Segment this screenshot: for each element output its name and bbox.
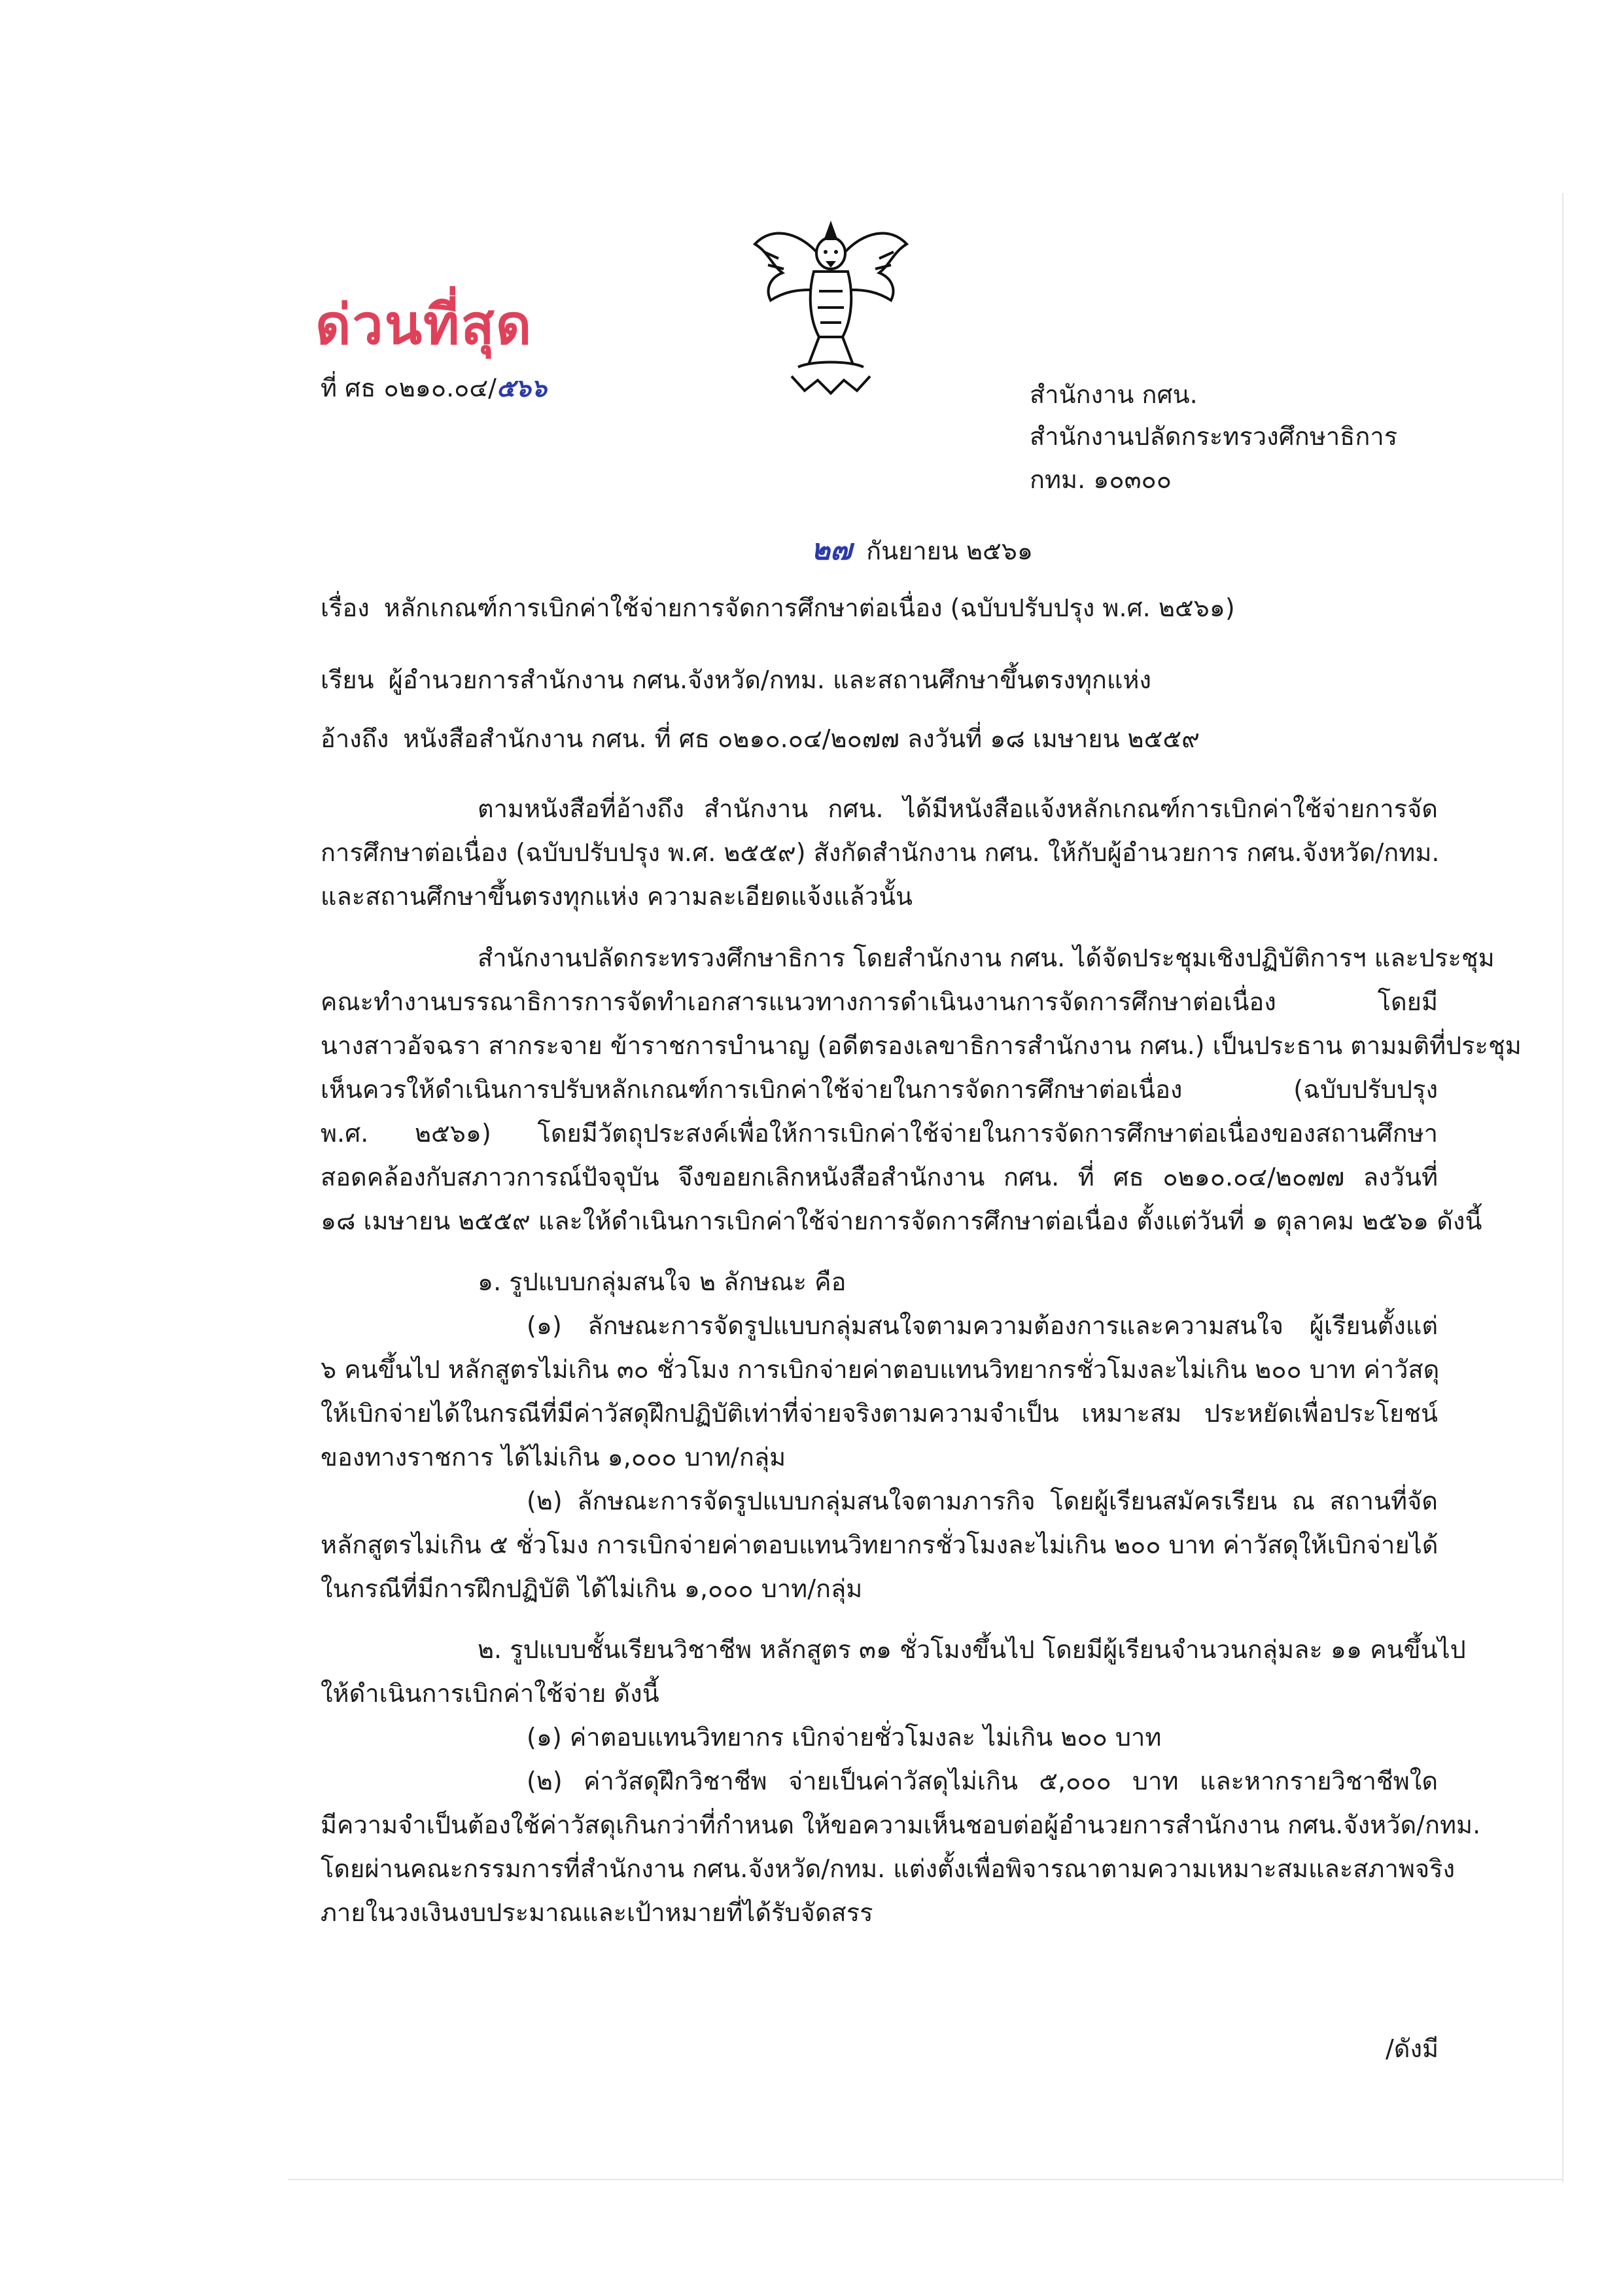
body-line: (๑) ลักษณะการจัดรูปแบบกลุ่มสนใจตามความต้องการและความสนใจ ผู้เรียนตั้งแต่ [527,1311,1438,1340]
body-line: มีความจำเป็นต้องใช้ค่าวัสดุเกินกว่าที่กำหนด ให้ขอความเห็นชอบต่อผู้อำนวยการสำนักงาน กศน.จังหวัด/กทม. [321,1810,1481,1839]
reference-line [321,718,1200,758]
recipient-line [321,660,1151,699]
reference-text: หนังสือสำนักงาน กศน. ที่ ศธ ๐๒๑๐.๐๔/๒๐๗๗ ลงวันที่ ๑๘ เมษายน ๒๕๕๙ [403,724,1200,753]
body-line: สอดคล้องกับสภาวการณ์ปัจจุบัน จึงขอยกเลิกหนังสือสำนักงาน กศน. ที่ ศธ ๐๒๑๐.๐๔/๒๐๗๗ ลงวันที่ [321,1163,1438,1192]
office-line-2: สำนักงานปลัดกระทรวงศึกษาธิการ [1030,422,1398,451]
body-line: ให้เบิกจ่ายได้ในกรณีที่มีค่าวัสดุฝึกปฏิบัติเท่าที่จ่ายจริงตามความจำเป็น เหมาะสม ประหยัดเพื่อประโยชน์ [321,1399,1438,1428]
section-heading: ๑. รูปแบบกลุ่มสนใจ ๒ ลักษณะ คือ [478,1267,846,1296]
subject-text: หลักเกณฑ์การเบิกค่าใช้จ่ายการจัดการศึกษาต่อเนื่อง (ฉบับปรับปรุง พ.ศ. ๒๕๖๑) [383,593,1235,622]
body-line: สำนักงานปลัดกระทรวงศึกษาธิการ โดยสำนักงาน กศน. ได้จัดประชุมเชิงปฏิบัติการฯ และประชุม [478,944,1495,972]
body-line: คณะทำงานบรรณาธิการการจัดทำเอกสารแนวทางการดำเนินงานการจัดการศึกษาต่อเนื่อง โดยมี [321,987,1438,1016]
body-line: โดยผ่านคณะกรรมการที่สำนักงาน กศน.จังหวัด/กทม. แต่งตั้งเพื่อพิจารณาตามความเหมาะสมและสภาพจริง [321,1854,1456,1883]
body-line: ๖ คนขึ้นไป หลักสูตรไม่เกิน ๓๐ ชั่วโมง การเบิกจ่ายค่าตอบแทนวิทยากรชั่วโมงละไม่เกิน ๒๐๐ บาท ค่าวัสดุ [321,1355,1440,1384]
subject-label: เรื่อง [321,593,370,622]
body-line: นางสาวอัจฉรา สากระจาย ข้าราชการบำนาญ (อดีตรองเลขาธิการสำนักงาน กศน.) เป็นประธาน ตามมติที่ประชุม [321,1031,1522,1060]
body-line: หลักสูตรไม่เกิน ๕ ชั่วโมง การเบิกจ่ายค่าตอบแทนวิทยากรชั่วโมงละไม่เกิน ๒๐๐ บาท ค่าวัสดุให้เบิกจ่ายได้ [321,1530,1439,1559]
date-day-handwritten: ๒๗ [811,533,852,567]
body-line: (๑) ค่าตอบแทนวิทยากร เบิกจ่ายชั่วโมงละ ไม่เกิน ๒๐๐ บาท [527,1723,1162,1752]
office-line-1: สำนักงาน กศน. [1030,380,1198,409]
scan-edge-right [1562,193,1563,2182]
document-date [811,527,1033,573]
document-number [321,368,547,408]
body-line: ในกรณีที่มีการฝึกปฏิบัติ ได้ไม่เกิน ๑,๐๐๐ บาท/กลุ่ม [321,1574,863,1603]
subject-line [321,588,1235,627]
urgency-stamp: ด่วนที่สุด [315,292,533,357]
office-line-3: กทม. ๑๐๓๐๐ [1030,465,1172,494]
body-line: (๒) ค่าวัสดุฝึกวิชาชีพ จ่ายเป็นค่าวัสดุไม่เกิน ๕,๐๐๐ บาท และหากรายวิชาชีพใด [527,1767,1438,1795]
body-line: ๑๘ เมษายน ๒๕๕๙ และให้ดำเนินการเบิกค่าใช้จ่ายการจัดการศึกษาต่อเนื่อง ตั้งแต่วันที่ ๑ ตุลาคม ๒๕๖๑ ดังนี้ [321,1207,1482,1235]
body-line: (๒) ลักษณะการจัดรูปแบบกลุ่มสนใจตามภารกิจ โดยผู้เรียนสมัครเรียน ณ สถานที่จัด [527,1487,1438,1515]
body-line: พ.ศ. ๒๕๖๑) โดยมีวัตถุประสงค์เพื่อให้การเบิกค่าใช้จ่ายในการจัดการศึกษาต่อเนื่องของสถานศึกษา [321,1119,1438,1148]
body-line: เห็นควรให้ดำเนินการปรับหลักเกณฑ์การเบิกค่าใช้จ่ายในการจัดการศึกษาต่อเนื่อง (ฉบับปรับปรุง [321,1075,1438,1104]
body-line: และสถานศึกษาขึ้นตรงทุกแห่ง ความละเอียดแจ้งแล้วนั้น [321,882,913,911]
date-month-year: กันยายน ๒๕๖๑ [866,537,1034,565]
reference-label: อ้างถึง [321,724,389,753]
scan-edge-bottom [288,2179,1563,2180]
document-number-handwritten: ๕๖๖ [496,374,547,402]
document-number-prefix: ที่ ศธ ๐๒๑๐.๐๔/ [321,374,497,402]
section-heading: ๒. รูปแบบชั้นเรียนวิชาชีพ หลักสูตร ๓๑ ชั่วโมงขึ้นไป โดยมีผู้เรียนจำนวนกลุ่มละ ๑๑ คนขึ้นไป [478,1635,1466,1664]
garuda-emblem-icon [746,213,916,409]
recipient-label: เรียน [321,665,374,694]
recipient-text: ผู้อำนวยการสำนักงาน กศน.จังหวัด/กทม. และสถานศึกษาขึ้นตรงทุกแห่ง [388,665,1151,694]
body-line: ตามหนังสือที่อ้างถึง สำนักงาน กศน. ได้มีหนังสือแจ้งหลักเกณฑ์การเบิกค่าใช้จ่ายการจัด [478,794,1438,823]
body-line: การศึกษาต่อเนื่อง (ฉบับปรับปรุง พ.ศ. ๒๕๕๙) สังกัดสำนักงาน กศน. ให้กับผู้อำนวยการ กศน.จังหวัด/กทม. [321,838,1440,867]
body-line: ภายในวงเงินงบประมาณและเป้าหมายที่ได้รับจัดสรร [321,1898,873,1927]
body-line: ของทางราชการ ได้ไม่เกิน ๑,๐๐๐ บาท/กลุ่ม [321,1443,786,1472]
continuation-mark: /ดังมี [1386,2034,1439,2063]
body-line: ให้ดำเนินการเบิกค่าใช้จ่าย ดังนี้ [321,1679,659,1708]
